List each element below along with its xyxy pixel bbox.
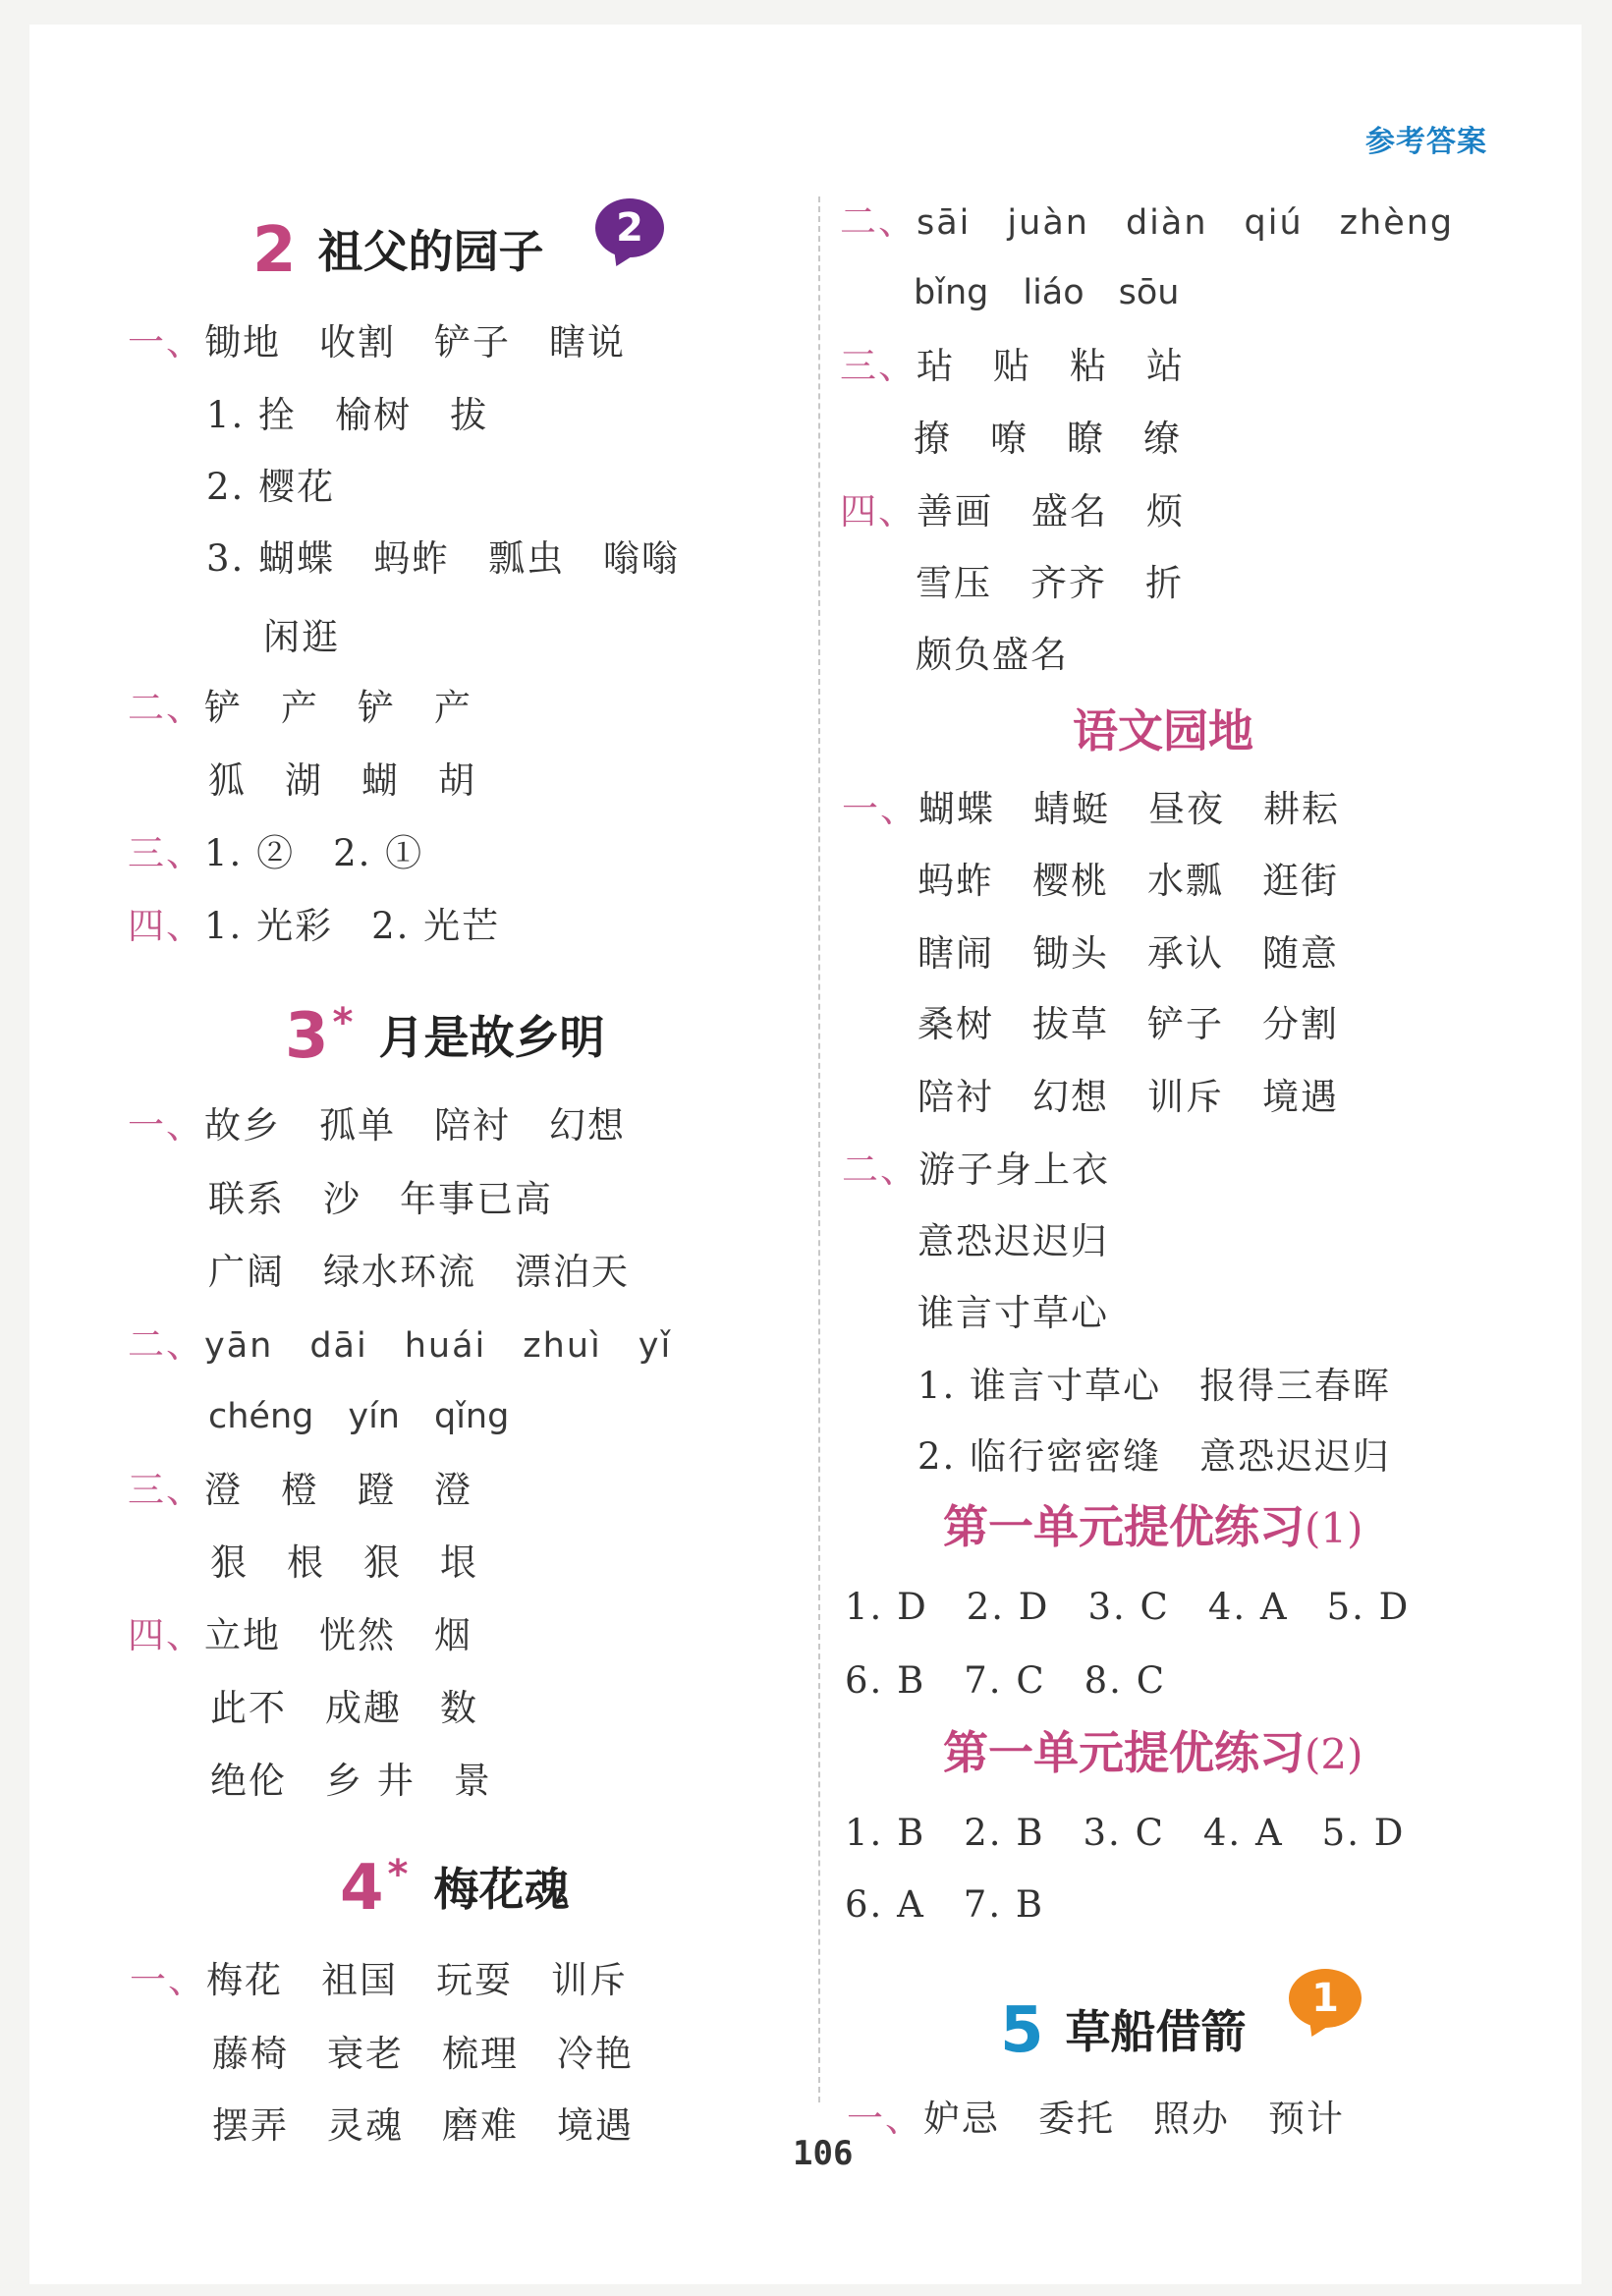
yw-line-5: 陪衬 幻想 训斥 境遇 xyxy=(917,1076,1339,1118)
p2-line-2: 6. A 7. B xyxy=(845,1883,1045,1926)
yw-line-4: 桑树 拔草 铲子 分割 xyxy=(917,1003,1339,1045)
practice-1-title-text: 第一单元提优练习 xyxy=(943,1500,1305,1553)
yw-line-9: 1. 谁言寸草心 报得三春晖 xyxy=(917,1365,1392,1407)
s3-line-10: 绝伦 乡 井 景 xyxy=(210,1760,492,1802)
s3-line-4-marker: 二、 xyxy=(128,1323,204,1366)
list-marker: 一、 xyxy=(847,2098,923,2140)
list-marker: 四、 xyxy=(128,905,204,947)
s3-line-5: chéng yín qǐng xyxy=(208,1397,510,1436)
list-marker: 三、 xyxy=(128,832,204,874)
r-line-2: bǐng liáo sōu xyxy=(914,273,1180,312)
list-marker: 三、 xyxy=(840,345,917,387)
section-4-title: 梅花魂 xyxy=(433,1863,570,1916)
section-3-title: 月是故乡明 xyxy=(378,1011,605,1064)
list-marker: 二、 xyxy=(842,1148,918,1191)
s3-line-6: 三、澄 橙 蹬 澄 xyxy=(128,1469,472,1511)
r-line-5: 四、善画 盛名 烦 xyxy=(840,490,1185,532)
r-line-1-marker: 二、 xyxy=(840,200,917,243)
s3-line-2: 联系 沙 年事已高 xyxy=(208,1178,553,1220)
s2-line-9: 四、1. 光彩 2. 光芒 xyxy=(128,905,501,947)
section-4-heading xyxy=(340,1852,569,1925)
yw-line-8: 谁言寸草心 xyxy=(917,1292,1109,1334)
yw-line-3: 瞎闹 锄头 承认 随意 xyxy=(917,932,1339,975)
r-line-1-pinyin: sāi juàn diàn qiú zhèng xyxy=(917,203,1455,243)
r-line-1 xyxy=(840,192,1454,245)
section-3-number: 3 xyxy=(285,1000,329,1073)
section-2-number: 2 xyxy=(252,214,297,287)
section-2-heading xyxy=(252,214,544,287)
s3-line-4-pinyin: yān dāi huái zhuì yǐ xyxy=(204,1326,673,1366)
column-divider xyxy=(818,196,820,2102)
list-marker: 二、 xyxy=(128,687,204,729)
s2-line-3: 2. 樱花 xyxy=(206,466,336,508)
header-tag: 参考答案 xyxy=(1365,125,1487,159)
yw-line-10: 2. 临行密密缝 意恐迟迟归 xyxy=(917,1435,1392,1478)
practice-1-title xyxy=(943,1491,1363,1556)
practice-1-paren: (1) xyxy=(1305,1504,1363,1552)
section-5-number: 5 xyxy=(1000,1994,1044,2067)
yw-line-7: 意恐迟迟归 xyxy=(917,1220,1109,1262)
s5-line-1: 一、妒忌 委托 照办 预计 xyxy=(847,2098,1345,2140)
section-4-number: 4 xyxy=(340,1852,384,1925)
r-line-3: 三、玷 贴 粘 站 xyxy=(840,345,1185,387)
s4-line-3: 摆弄 灵魂 磨难 境遇 xyxy=(212,2104,634,2147)
section-4-star: * xyxy=(387,1852,409,1897)
yuwen-yuandi-title: 语文园地 xyxy=(1073,704,1253,757)
list-marker: 一、 xyxy=(128,1104,204,1147)
section-3-heading xyxy=(285,1000,604,1073)
s3-line-9: 此不 成趣 数 xyxy=(210,1687,478,1729)
s2-line-4: 3. 蝴蝶 蚂蚱 瓢虫 嗡嗡 xyxy=(206,537,681,580)
lesson-badge-number: 2 xyxy=(616,205,643,251)
p1-line-1: 1. D 2. D 3. C 4. A 5. D xyxy=(845,1586,1411,1628)
section-2-title: 祖父的园子 xyxy=(317,225,544,278)
s2-line-8: 三、1. ② 2. ① xyxy=(128,832,424,874)
list-marker: 一、 xyxy=(842,788,918,830)
r-line-4: 撩 嘹 瞭 缭 xyxy=(914,418,1182,460)
list-marker: 四、 xyxy=(840,490,917,532)
lesson-badge-number: 1 xyxy=(1311,1976,1339,2021)
s2-line-7: 狐 湖 蝴 胡 xyxy=(208,759,476,802)
s3-line-8: 四、立地 恍然 烟 xyxy=(128,1614,472,1656)
section-5-title: 草船借箭 xyxy=(1065,2005,1247,2058)
section-3-star: * xyxy=(332,1000,354,1045)
section-5-heading xyxy=(1000,1994,1247,2067)
page-number: 106 xyxy=(793,2134,854,2173)
s3-line-4 xyxy=(128,1315,672,1368)
list-marker: 一、 xyxy=(130,1959,206,2001)
lesson-badge-icon xyxy=(595,198,664,257)
yw-line-6: 二、游子身上衣 xyxy=(842,1148,1110,1191)
yw-line-2: 蚂蚱 樱桃 水瓢 逛街 xyxy=(917,860,1339,902)
s3-line-3: 广阔 绿水环流 漂泊天 xyxy=(208,1251,630,1293)
s2-line-1: 一、锄地 收割 铲子 瞎说 xyxy=(128,321,626,364)
list-marker: 三、 xyxy=(128,1469,204,1511)
practice-2-title-text: 第一单元提优练习 xyxy=(943,1726,1305,1779)
p1-line-2: 6. B 7. C 8. C xyxy=(845,1659,1166,1702)
practice-2-paren: (2) xyxy=(1305,1730,1363,1778)
s3-line-7: 狠 根 狠 垠 xyxy=(210,1541,478,1584)
list-marker: 四、 xyxy=(128,1614,204,1656)
s3-line-1: 一、故乡 孤单 陪衬 幻想 xyxy=(128,1104,626,1147)
s2-line-5: 闲逛 xyxy=(263,616,340,658)
s2-line-2: 1. 拴 榆树 拔 xyxy=(206,394,489,436)
r-line-7: 颇负盛名 xyxy=(916,634,1069,676)
yw-line-1: 一、蝴蝶 蜻蜓 昼夜 耕耘 xyxy=(842,788,1340,830)
r-line-6: 雪压 齐齐 折 xyxy=(916,562,1184,604)
lesson-badge-icon xyxy=(1289,1969,1362,2028)
s4-line-2: 藤椅 衰老 梳理 冷艳 xyxy=(212,2033,634,2075)
s2-line-6: 二、铲 产 铲 产 xyxy=(128,687,472,729)
practice-2-title xyxy=(943,1717,1363,1782)
p2-line-1: 1. B 2. B 3. C 4. A 5. D xyxy=(845,1812,1406,1854)
list-marker: 一、 xyxy=(128,321,204,364)
s4-line-1: 一、梅花 祖国 玩耍 训斥 xyxy=(130,1959,628,2001)
